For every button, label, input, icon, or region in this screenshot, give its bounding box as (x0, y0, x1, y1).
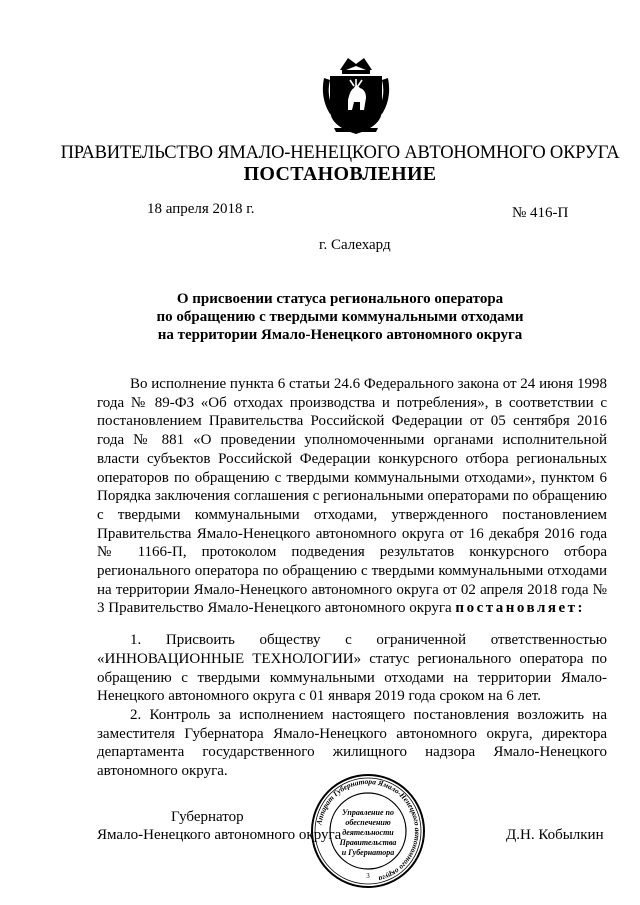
signature-organization: Ямало-Ненецкого автономного округа (97, 827, 342, 843)
seal-outer-text: Аппарат Губернатора Ямало-Ненецкого автономного округа (314, 776, 423, 884)
seal-line: обеспечению (345, 818, 391, 827)
preamble-paragraph (97, 375, 607, 618)
document-type: ПОСТАНОВЛЕНИЕ (243, 163, 437, 185)
item-1: 1. Присвоить обществу с ограниченной ответственностью «ИННОВАЦИОННЫЕ ТЕХНОЛОГИИ» статус регионального оператора по обращению с твердыми коммунальными отходами на территории Ямало-Ненецкого автономного округа с 01 января 2019 года сроком на 6 лет. (97, 632, 607, 705)
document-number: № 416-П (512, 205, 569, 221)
resolves-keyword: постановляет: (455, 600, 585, 617)
seal-line: и Губернатора (341, 848, 395, 857)
coat-of-arms-icon (320, 48, 392, 140)
seal-line: деятельности (342, 828, 394, 837)
title-line: на территории Ямало-Ненецкого автономного округа (157, 327, 523, 343)
title-line: по обращению с твердыми коммунальными отходами (156, 309, 524, 325)
document-date: 18 апреля 2018 г. (147, 201, 255, 217)
seal-line: Правительства (339, 838, 397, 847)
title-line: О присвоении статуса регионального оператора (176, 291, 504, 307)
document-city: г. Салехард (319, 237, 391, 253)
document-title (120, 290, 560, 344)
seal-line: Управление по (342, 808, 394, 817)
document-body (97, 375, 607, 781)
preamble-text: Во исполнение пункта 6 статьи 24.6 Федерального закона от 24 июня 1998 года № 89-ФЗ «Об отходах производства и потребления», в соответствии с постановлением Правительства Российской Федерации от 05 сентября 2016 года № 881 «О проведении уполномоченными органами исполнительной власти субъектов Российской Федерации конкурсного отбора региональных операторов по обращению с твердыми коммунальными отходами», пунктом 6 Порядка заключения соглашения с региональными операторами по обращению с твердыми коммунальными отходами, утвержденного постановлением Правительства Ямало-Ненецкого автономного округа от 16 декабря 2016 года № 1166-П, протоколом подведения результатов конкурсного отбора регионального оператора по обращению с твердыми коммунальными отходами на территории Ямало-Ненецкого автономного округа от 02 апреля 2018 года № 3 Правительство Ямало-Ненецкого автономного округа (97, 376, 607, 617)
item-2: 2. Контроль за исполнением настоящего постановления возложить на заместителя Губернатора Ямало-Ненецкого автономного округа, директора департамента государственного жилищного надзора Ямало-Ненецкого автономного округа. (97, 706, 607, 780)
organization-name: ПРАВИТЕЛЬСТВО ЯМАЛО-НЕНЕЦКОГО АВТОНОМНОГО ОКРУГА (60, 143, 620, 163)
seal-number: 3 (366, 872, 370, 880)
signature-title: Губернатор (171, 809, 244, 825)
signature-name: Д.Н. Кобылкин (506, 827, 604, 843)
official-seal (310, 773, 426, 889)
